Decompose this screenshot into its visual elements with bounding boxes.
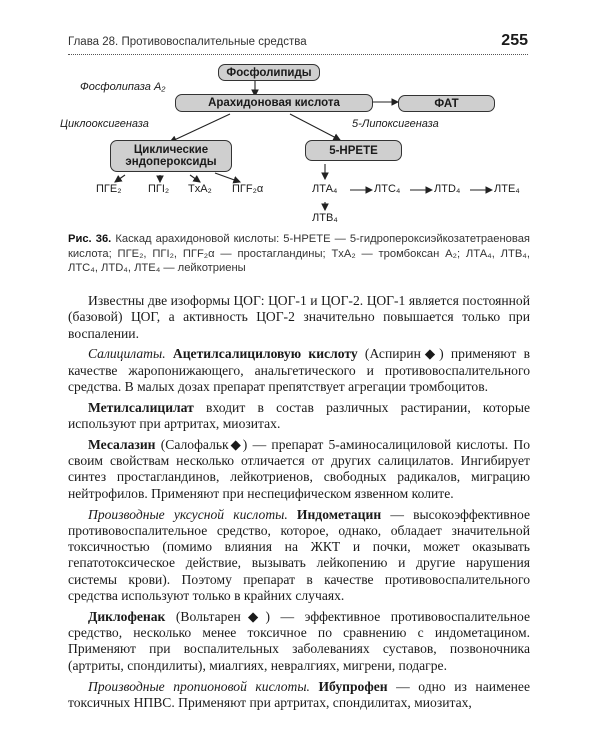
- ltc4-label: ЛТС₄: [374, 183, 401, 195]
- header-rule: [68, 54, 528, 55]
- arrow-to-txa2: [190, 175, 200, 182]
- ltb4-label: ЛТВ₄: [312, 212, 338, 224]
- lipoxygenase-label: 5-Липоксигеназа: [352, 118, 439, 130]
- pge2-label: ПГЕ₂: [96, 183, 122, 195]
- paragraph-indomethacin: Производные уксусной кислоты. Индометацин — высокоэффективное противовоспалительное средство, которое, однако, обладает значительной токсичностью (помимо влияния на ЖКТ и почки, может оказывать гепатотоксическое действие, вызывать лейкопению и другие нарушения системы крови). Поэтому препарат в качестве противовоспалительного средства используют только в крайних случаях.: [68, 506, 530, 604]
- ltd4-label: ЛТD₄: [434, 183, 461, 195]
- txa2-label: TxA₂: [188, 183, 212, 195]
- cyclic-line1: Циклические: [133, 144, 209, 156]
- figure-caption: [68, 232, 530, 276]
- paragraph-methylsalicylate: Метилсалицилат входит в состав различных растирании, которые используют при артритах, миозитах.: [68, 399, 530, 432]
- phospholipids-box: Фосфолипиды: [218, 64, 320, 81]
- pgf2a-label: ПГF₂α: [232, 183, 264, 195]
- arrow-to-pge2: [115, 175, 125, 182]
- hpete-box: 5-HPETE: [305, 140, 402, 161]
- cyclic-endoperoxides-box: [110, 140, 232, 172]
- paragraph-ibuprofen: Производные пропионовой кислоты. Ибупрофен — одно из наименее токсичных НПВС. Применяют при артритах, спондилитах, миозитах,: [68, 678, 530, 710]
- body-text: [68, 293, 530, 716]
- cyclooxygenase-label: Циклооксигеназа: [60, 118, 149, 130]
- page-number: 255: [501, 32, 528, 49]
- paragraph-cox-isoforms: Известны две изоформы ЦОГ: ЦОГ-1 и ЦОГ-2. ЦОГ-1 является постоянной (базовой) ЦОГ, а активность ЦОГ-2 значительно повышается только при воспалении.: [68, 293, 530, 341]
- lta4-label: ЛТА₄: [312, 183, 338, 195]
- fat-box: ФАТ: [398, 95, 495, 112]
- arachidonic-acid-box: Арахидоновая кислота: [175, 94, 373, 112]
- arrow-to-pgf2a: [215, 173, 240, 182]
- caption-lead: Рис. 36.: [68, 233, 112, 245]
- caption-text: Каскад арахидоновой кислоты: 5-HPETE — 5-гидропероксиэйкозатетраеновая кислота; ПГЕ₂, ПГI₂, ПГF₂α — простагландины; TxA₂ — тромбоксан A₂; ЛТА₄, ЛТВ₄, ЛТС₄, ЛТD₄, ЛТЕ₄ — лейкотриены: [68, 233, 530, 274]
- arrow-aa-to-cyclic: [170, 114, 230, 142]
- lte4-label: ЛТЕ₄: [494, 183, 520, 195]
- arachidonic-cascade-diagram: [60, 60, 540, 230]
- paragraph-diclofenac: Диклофенак (Вольтарен◆) — эффективное противовоспалительное средство, несколько менее токсичное по сравнению с индометацином. Применяют при воспалительных заболеваниях суставов, позвоночника (артриты, спондилиты), миалгиях, невралгиях, мигрени, подагре.: [68, 608, 530, 673]
- paragraph-salicylates: Салицилаты. Ацетилсалициловую кислоту (Аспирин◆) применяют в качестве жаропонижающего, анальгетического и противовоспалительного средства. В малых дозах препарат препятствует агрегации тромбоцитов.: [68, 346, 531, 394]
- page-header: [68, 34, 528, 54]
- paragraph-mesalazine: Месалазин (Салофальк◆) — препарат 5-аминосалициловой кислоты. По своим свойствам несколько отличается от других салицилатов. Ингибирует синтез простагландинов, лейкотриенов, свободных радикалов, миграцию нейтрофилов. Применяют при неспецифическом язвенном колите.: [68, 436, 530, 501]
- cyclic-line2: эндопероксиды: [125, 156, 217, 168]
- arrow-aa-to-hpete: [290, 114, 340, 140]
- chapter-title: Глава 28. Противовоспалительные средства: [68, 36, 307, 48]
- phospholipase-label: Фосфолипаза A₂: [80, 81, 166, 93]
- pgi2-label: ПГI₂: [148, 183, 170, 195]
